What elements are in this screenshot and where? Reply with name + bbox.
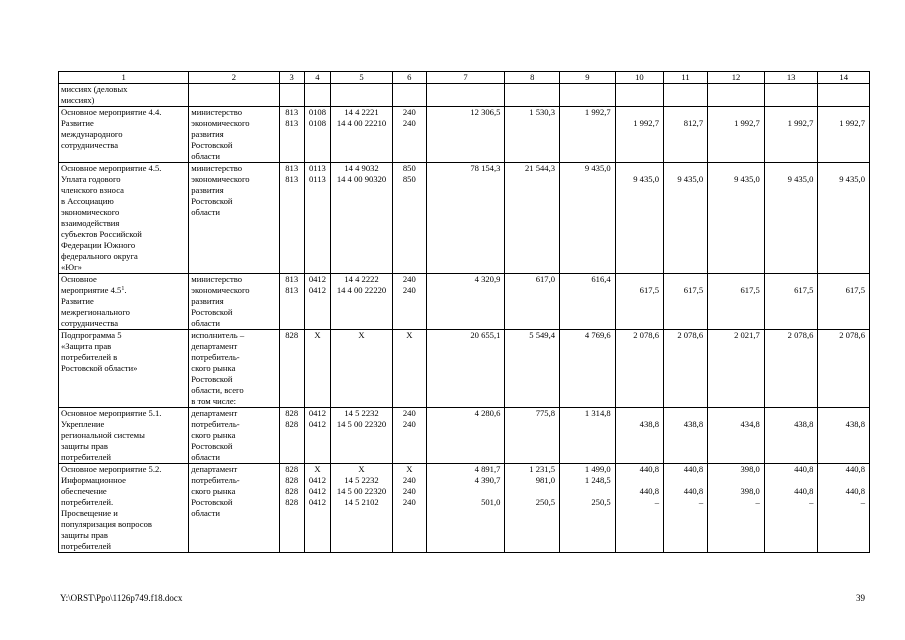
cell-value: 0412 <box>308 285 327 295</box>
cell-value: 4 891,7 <box>474 464 501 474</box>
table-header-row <box>59 72 870 84</box>
header-cell: 14 <box>818 72 870 84</box>
cell-value: – <box>860 497 865 507</box>
value-cell-c14 <box>818 274 870 330</box>
value-cell-c12 <box>708 274 765 330</box>
cell-value: 14 4 2221 <box>344 107 379 117</box>
cell-value: 5 549,4 <box>529 330 556 340</box>
value-cell-c13 <box>764 464 818 553</box>
cell-value: 434,8 <box>740 419 760 429</box>
value-cell-c11 <box>664 107 708 163</box>
table-row <box>59 107 870 163</box>
header-cell: 9 <box>560 72 616 84</box>
cell-value: 813 <box>285 107 299 117</box>
cell-value: 14 5 2102 <box>344 497 379 507</box>
value-cell-c6 <box>393 107 427 163</box>
cell-value: 9 435,0 <box>677 174 704 184</box>
value-cell-c5 <box>331 274 393 330</box>
cell-value: 0412 <box>308 419 327 429</box>
value-cell-c5 <box>331 464 393 553</box>
executor-name: министерство экономического развития Ростовской области <box>191 274 250 328</box>
value-cell-c4 <box>304 330 330 408</box>
value-cell-c4 <box>304 107 330 163</box>
cell-value: 440,8 <box>683 486 704 496</box>
cell-value <box>507 174 555 185</box>
value-cell-c7 <box>426 330 505 408</box>
cell-value <box>710 163 760 174</box>
cell-value <box>666 274 703 285</box>
value-cell-c9 <box>560 274 616 330</box>
value-cell-c3 <box>279 163 304 274</box>
value-cell-c9 <box>560 163 616 274</box>
cell-value: 4 280,6 <box>474 408 501 418</box>
value-cell-c13 <box>764 107 818 163</box>
value-cell-c3 <box>279 464 304 553</box>
cell-value <box>618 408 659 419</box>
cell-value: 250,5 <box>535 497 556 507</box>
cell-value: 4 769,6 <box>584 330 611 340</box>
cell-value: 2 078,6 <box>677 330 704 340</box>
cell-value <box>820 163 865 174</box>
value-cell-c8 <box>505 464 560 553</box>
activity-name-cell <box>59 330 189 408</box>
cell-value: 240 <box>402 107 416 117</box>
value-cell-c3 <box>279 107 304 163</box>
value-cell-c14 <box>818 408 870 464</box>
value-cell-c11 <box>664 274 708 330</box>
cell-value <box>618 475 659 486</box>
cell-value: 2 078,6 <box>633 330 660 340</box>
cell-value <box>666 107 703 118</box>
value-cell-c9 <box>560 464 616 553</box>
activity-name: Основное мероприятие 4.5 <box>61 274 122 295</box>
value-cell-c14 <box>818 107 870 163</box>
cell-value: 828 <box>285 419 299 429</box>
cell-value <box>820 475 865 486</box>
cell-value: 1 499,0 <box>584 464 611 474</box>
cell-value: 14 4 2222 <box>344 274 379 284</box>
cell-value <box>820 274 865 285</box>
cell-value: 398,0 <box>740 486 760 496</box>
table-body <box>59 72 870 553</box>
cell-value: 1 231,5 <box>529 464 556 474</box>
activity-name-cell <box>59 107 189 163</box>
carry-over-row <box>59 84 870 107</box>
cell-value <box>429 285 501 296</box>
activity-name-cell <box>59 163 189 274</box>
cell-value: X <box>358 330 365 340</box>
cell-value <box>767 107 814 118</box>
cell-value: 616,4 <box>591 274 611 284</box>
cell-value: 440,8 <box>794 464 814 474</box>
cell-value <box>618 107 659 118</box>
value-cell-c5 <box>331 163 393 274</box>
cell-value: 440,8 <box>639 464 660 474</box>
cell-value <box>767 274 814 285</box>
cell-value: 0108 <box>308 118 327 128</box>
cell-value: 440,8 <box>845 486 865 496</box>
value-cell-c12 <box>708 330 765 408</box>
value-cell-c14 <box>818 163 870 274</box>
cell-value: 9 435,0 <box>839 174 865 184</box>
executor-name: департамент потребитель- ского рынка Ростовской области <box>191 408 240 462</box>
cell-value: 4 390,7 <box>474 475 501 485</box>
cell-value <box>562 118 611 129</box>
cell-value: 78 154,3 <box>470 163 501 173</box>
cell-value: 812,7 <box>683 118 704 128</box>
budget-table <box>58 71 870 553</box>
header-cell: 10 <box>615 72 663 84</box>
value-cell-c10 <box>615 330 663 408</box>
header-cell: 11 <box>664 72 708 84</box>
cell-value: 1 314,8 <box>584 408 611 418</box>
value-cell-c7 <box>426 107 505 163</box>
value-cell-c9 <box>560 408 616 464</box>
cell-value: 240 <box>402 285 416 295</box>
cell-value: 617,5 <box>683 285 704 295</box>
cell-value: 0113 <box>308 163 326 173</box>
cell-value <box>666 475 703 486</box>
header-cell: 13 <box>764 72 818 84</box>
header-cell: 2 <box>189 72 279 84</box>
cell-value: 440,8 <box>845 464 865 474</box>
header-cell: 3 <box>279 72 304 84</box>
value-cell-c14 <box>818 330 870 408</box>
cell-value <box>710 107 760 118</box>
cell-value <box>562 486 611 497</box>
table-row <box>59 330 870 408</box>
value-cell-c6 <box>393 408 427 464</box>
header-cell: 7 <box>426 72 505 84</box>
cell-value: 438,8 <box>794 419 814 429</box>
cell-value: 240 <box>402 475 416 485</box>
value-cell-c3 <box>279 274 304 330</box>
cell-value: 1 992,7 <box>633 118 660 128</box>
cell-value <box>507 285 555 296</box>
cell-value: 438,8 <box>683 419 704 429</box>
cell-value: 250,5 <box>591 497 611 507</box>
cell-value: 813 <box>285 118 299 128</box>
value-cell-c4 <box>304 464 330 553</box>
header-cell: 1 <box>59 72 189 84</box>
value-cell-c7 <box>426 274 505 330</box>
activity-name-tail: . Развитие межрегионального сотрудничества <box>61 285 130 328</box>
executor-name: министерство экономического развития Ростовской области <box>191 163 250 217</box>
cell-value: – <box>809 497 814 507</box>
cell-value: 0412 <box>308 475 327 485</box>
cell-value <box>666 408 703 419</box>
cell-value: X <box>314 330 321 340</box>
value-cell-c11 <box>664 163 708 274</box>
header-cell: 8 <box>505 72 560 84</box>
executor-name: министерство экономического развития Ростовской области <box>191 107 250 161</box>
cell-value: 828 <box>285 464 299 474</box>
table-row <box>59 163 870 274</box>
cell-value: 1 992,7 <box>584 107 611 117</box>
cell-value: 14 5 00 22320 <box>336 486 387 496</box>
cell-value <box>429 486 501 497</box>
cell-value: 2 078,6 <box>839 330 865 340</box>
cell-value: 14 4 9032 <box>344 163 379 173</box>
cell-value: 617,5 <box>740 285 760 295</box>
value-cell-c6 <box>393 163 427 274</box>
value-cell-c12 <box>708 163 765 274</box>
cell-value: 0113 <box>308 174 326 184</box>
cell-value: 240 <box>402 118 416 128</box>
activity-name: Основное мероприятие 4.4. Развитие международного сотрудничества <box>61 107 162 150</box>
value-cell-c3 <box>279 408 304 464</box>
value-cell-c12 <box>708 464 765 553</box>
value-cell-c11 <box>664 408 708 464</box>
activity-name-cell <box>59 464 189 553</box>
cell-value: 240 <box>402 274 416 284</box>
table-row <box>59 274 870 330</box>
cell-value: 4 320,9 <box>474 274 501 284</box>
cell-value: 9 435,0 <box>787 174 814 184</box>
cell-value: 14 4 00 90320 <box>336 174 387 184</box>
value-cell-c13 <box>764 408 818 464</box>
cell-value: 0108 <box>308 107 327 117</box>
cell-value: 240 <box>402 419 416 429</box>
cell-value <box>710 408 760 419</box>
cell-value: 240 <box>402 497 416 507</box>
value-cell-c11 <box>664 464 708 553</box>
cell-value: 813 <box>285 174 299 184</box>
value-cell-c6 <box>393 274 427 330</box>
value-cell-c12 <box>708 107 765 163</box>
cell-value <box>562 419 611 430</box>
header-cell: 12 <box>708 72 765 84</box>
cell-value <box>429 118 501 129</box>
cell-value: 14 4 00 22210 <box>336 118 387 128</box>
cell-value <box>666 163 703 174</box>
cell-value: 14 5 00 22320 <box>336 419 387 429</box>
carry-over-text: миссиях (деловых миссиях) <box>59 84 189 107</box>
cell-value: 1 530,3 <box>529 107 556 117</box>
executor-cell <box>189 107 279 163</box>
cell-value: 9 435,0 <box>584 163 611 173</box>
cell-value: 617,0 <box>535 274 556 284</box>
cell-value: 0412 <box>308 486 327 496</box>
cell-value: 440,8 <box>639 486 660 496</box>
activity-name-cell <box>59 408 189 464</box>
table-row <box>59 408 870 464</box>
cell-value: 21 544,3 <box>524 163 556 173</box>
cell-value <box>710 274 760 285</box>
cell-value: 12 306,5 <box>470 107 501 117</box>
cell-value: 438,8 <box>639 419 660 429</box>
executor-cell <box>189 330 279 408</box>
executor-cell <box>189 274 279 330</box>
cell-value: 14 5 2232 <box>344 408 379 418</box>
header-cell: 4 <box>304 72 330 84</box>
cell-value <box>618 163 659 174</box>
cell-value: 0412 <box>308 274 327 284</box>
executor-name: департамент потребитель- ского рынка Ростовской области <box>191 464 240 518</box>
cell-value <box>507 486 555 497</box>
cell-value: 981,0 <box>535 475 556 485</box>
cell-value: 828 <box>285 408 299 418</box>
value-cell-c6 <box>393 330 427 408</box>
value-cell-c11 <box>664 330 708 408</box>
cell-value: 14 4 00 22220 <box>336 285 387 295</box>
cell-value: 2 021,7 <box>734 330 760 340</box>
cell-value: 440,8 <box>683 464 704 474</box>
cell-value: 828 <box>285 475 299 485</box>
value-cell-c14 <box>818 464 870 553</box>
value-cell-c8 <box>505 163 560 274</box>
cell-value: 775,8 <box>535 408 556 418</box>
activity-name: Основное мероприятие 5.2. Информационное обеспечение потребителей. Просвещение и популяризация вопросов защиты прав потребителей <box>61 464 162 551</box>
cell-value: 828 <box>285 330 299 340</box>
cell-value: 1 992,7 <box>839 118 865 128</box>
value-cell-c7 <box>426 464 505 553</box>
executor-cell <box>189 163 279 274</box>
cell-value: 1 992,7 <box>787 118 814 128</box>
activity-name: Подпрограмма 5 «Защита прав потребителей в Ростовской области» <box>61 330 138 373</box>
value-cell-c12 <box>708 408 765 464</box>
cell-value: 240 <box>402 486 416 496</box>
cell-value: 0412 <box>308 497 327 507</box>
activity-name-superscript: 1 <box>121 286 125 292</box>
value-cell-c7 <box>426 408 505 464</box>
cell-value: 9 435,0 <box>734 174 760 184</box>
cell-value: 850 <box>402 163 416 173</box>
cell-value <box>429 419 501 430</box>
value-cell-c10 <box>615 464 663 553</box>
cell-value: – <box>654 497 660 507</box>
cell-value: 813 <box>285 274 299 284</box>
cell-value <box>507 118 555 129</box>
value-cell-c10 <box>615 408 663 464</box>
activity-name: Основное мероприятие 4.5. Уплата годового членского взноса в Ассоциацию экономического взаимодействия субъектов Российской Федерации Южного федерального округа «Юг» <box>61 163 162 272</box>
value-cell-c4 <box>304 274 330 330</box>
cell-value: 20 655,1 <box>470 330 501 340</box>
cell-value: 813 <box>285 285 299 295</box>
activity-name-cell <box>59 274 189 330</box>
cell-value: 2 078,6 <box>787 330 814 340</box>
cell-value: 14 5 2232 <box>344 475 379 485</box>
cell-value <box>767 163 814 174</box>
cell-value: 617,5 <box>794 285 814 295</box>
value-cell-c8 <box>505 274 560 330</box>
cell-value: X <box>406 464 413 474</box>
value-cell-c4 <box>304 408 330 464</box>
cell-value <box>820 408 865 419</box>
cell-value: 9 435,0 <box>633 174 660 184</box>
cell-value: – <box>755 497 760 507</box>
value-cell-c6 <box>393 464 427 553</box>
cell-value: 501,0 <box>481 497 501 507</box>
cell-value: 0412 <box>308 408 327 418</box>
cell-value: – <box>698 497 704 507</box>
value-cell-c4 <box>304 163 330 274</box>
cell-value: 828 <box>285 486 299 496</box>
footer-page-number: 39 <box>856 593 865 603</box>
header-cell: 6 <box>393 72 427 84</box>
cell-value <box>507 419 555 430</box>
value-cell-c8 <box>505 107 560 163</box>
cell-value <box>562 174 611 185</box>
executor-name: исполнитель – департамент потребитель- ского рынка Ростовской области, всего в том числе: <box>191 330 245 406</box>
cell-value: X <box>406 330 413 340</box>
cell-value: 1 992,7 <box>734 118 760 128</box>
value-cell-c10 <box>615 274 663 330</box>
cell-value <box>429 174 501 185</box>
cell-value <box>767 408 814 419</box>
value-cell-c13 <box>764 330 818 408</box>
cell-value: 398,0 <box>740 464 760 474</box>
footer-file-path: Y:\ORST\Ppo\1126p749.f18.docx <box>60 593 183 603</box>
value-cell-c7 <box>426 163 505 274</box>
cell-value: 617,5 <box>845 285 865 295</box>
value-cell-c5 <box>331 408 393 464</box>
activity-name: Основное мероприятие 5.1. Укрепление региональной системы защиты прав потребителей <box>61 408 162 462</box>
cell-value: X <box>358 464 365 474</box>
value-cell-c10 <box>615 163 663 274</box>
cell-value: 438,8 <box>845 419 865 429</box>
value-cell-c8 <box>505 330 560 408</box>
value-cell-c13 <box>764 163 818 274</box>
executor-cell <box>189 464 279 553</box>
cell-value: 240 <box>402 408 416 418</box>
value-cell-c10 <box>615 107 663 163</box>
value-cell-c9 <box>560 107 616 163</box>
cell-value: 440,8 <box>794 486 814 496</box>
cell-value: 617,5 <box>639 285 660 295</box>
value-cell-c5 <box>331 330 393 408</box>
header-cell: 5 <box>331 72 393 84</box>
table-row <box>59 464 870 553</box>
cell-value: X <box>314 464 321 474</box>
cell-value: 828 <box>285 497 299 507</box>
executor-cell <box>189 408 279 464</box>
value-cell-c13 <box>764 274 818 330</box>
value-cell-c9 <box>560 330 616 408</box>
value-cell-c8 <box>505 408 560 464</box>
cell-value <box>767 475 814 486</box>
cell-value: 850 <box>402 174 416 184</box>
value-cell-c3 <box>279 330 304 408</box>
cell-value: 813 <box>285 163 299 173</box>
cell-value: 1 248,5 <box>584 475 611 485</box>
cell-value <box>820 107 865 118</box>
cell-value <box>562 285 611 296</box>
value-cell-c5 <box>331 107 393 163</box>
cell-value <box>710 475 760 486</box>
cell-value <box>618 274 659 285</box>
